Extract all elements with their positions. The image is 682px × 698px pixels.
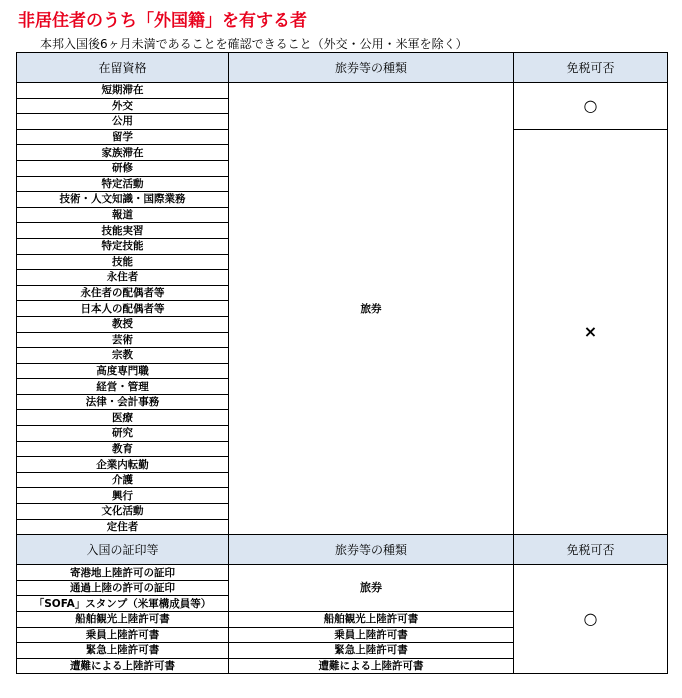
stamp-cell: 寄港地上陸許可の証印 — [17, 565, 229, 581]
status-cell: 定住者 — [17, 519, 229, 535]
exempt-ok-mark: ○ — [514, 565, 668, 674]
stamp-cell: 乗員上陸許可書 — [17, 627, 229, 643]
status-cell: 報道 — [17, 207, 229, 223]
status-cell: 経営・管理 — [17, 379, 229, 395]
status-cell: 研修 — [17, 160, 229, 176]
status-cell: 技能 — [17, 254, 229, 270]
table2-header: 旅券等の種類 — [229, 535, 514, 565]
status-cell: 研究 — [17, 426, 229, 442]
status-cell: 公用 — [17, 114, 229, 130]
stamp-cell: 通過上陸の許可の証印 — [17, 580, 229, 596]
status-cell: 技術・人文知識・国際業務 — [17, 192, 229, 208]
header-status: 在留資格 — [17, 53, 229, 83]
exempt-ng-mark: × — [514, 129, 668, 534]
subtitle: 本邦入国後6ヶ月未満であることを確認できること（外交・公用・米軍を除く） — [40, 37, 468, 51]
status-cell: 興行 — [17, 488, 229, 504]
header-exemption: 免税可否 — [514, 53, 668, 83]
status-cell: 日本人の配偶者等 — [17, 301, 229, 317]
table2-header: 入国の証印等 — [17, 535, 229, 565]
status-cell: 家族滞在 — [17, 145, 229, 161]
page-title: 非居住者のうち「外国籍」を有する者 — [18, 11, 307, 31]
doc-type-cell: 緊急上陸許可書 — [229, 643, 514, 659]
status-cell: 留学 — [17, 129, 229, 145]
stamp-cell: 緊急上陸許可書 — [17, 643, 229, 659]
exempt-ok-mark: ○ — [514, 83, 668, 130]
doc-type-cell: 船舶観光上陸許可書 — [229, 612, 514, 628]
status-cell: 医療 — [17, 410, 229, 426]
table-row — [17, 565, 668, 581]
stamp-cell: 船舶観光上陸許可書 — [17, 612, 229, 628]
table2-header: 免税可否 — [514, 535, 668, 565]
status-cell: 教育 — [17, 441, 229, 457]
status-cell: 文化活動 — [17, 504, 229, 520]
status-cell: 企業内転勤 — [17, 457, 229, 473]
status-cell: 高度専門職 — [17, 363, 229, 379]
status-cell: 芸術 — [17, 332, 229, 348]
doc-type-cell: 乗員上陸許可書 — [229, 627, 514, 643]
status-cell: 介護 — [17, 472, 229, 488]
status-cell: 外交 — [17, 98, 229, 114]
table1-header-row — [17, 53, 668, 83]
status-cell: 宗教 — [17, 348, 229, 364]
status-cell: 教授 — [17, 316, 229, 332]
status-cell: 法律・会計事務 — [17, 394, 229, 410]
status-cell: 特定技能 — [17, 238, 229, 254]
header-passport-type: 旅券等の種類 — [229, 53, 514, 83]
tax-exemption-table — [16, 52, 668, 674]
status-cell: 短期滞在 — [17, 83, 229, 99]
status-cell: 永住者の配偶者等 — [17, 285, 229, 301]
passport-cell: 旅券 — [229, 565, 514, 612]
stamp-cell: 「SOFA」スタンプ（米軍構成員等） — [17, 596, 229, 612]
table2-header-row — [17, 535, 668, 565]
passport-cell: 旅券 — [229, 83, 514, 535]
status-cell: 技能実習 — [17, 223, 229, 239]
status-cell: 特定活動 — [17, 176, 229, 192]
doc-type-cell: 遭難による上陸許可書 — [229, 658, 514, 674]
status-cell: 永住者 — [17, 270, 229, 286]
stamp-cell: 遭難による上陸許可書 — [17, 658, 229, 674]
table-row — [17, 83, 668, 99]
